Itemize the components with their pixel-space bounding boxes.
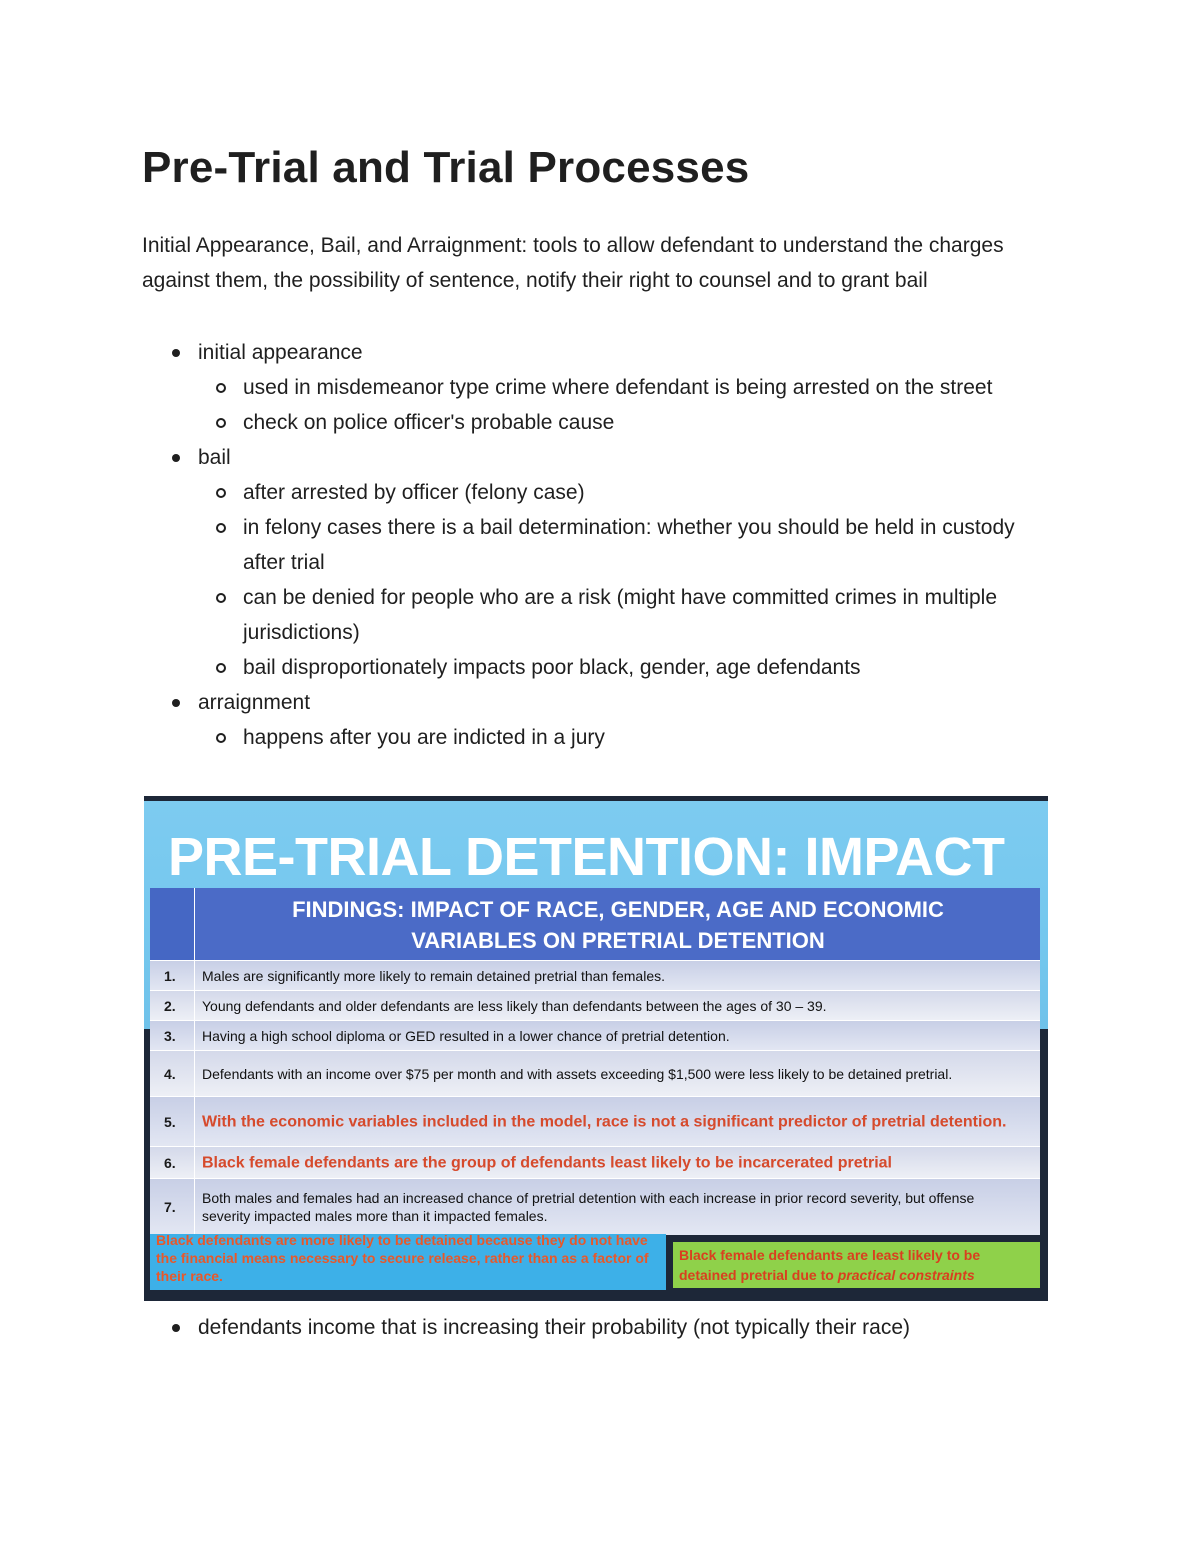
sub-list-item-text: can be denied for people who are a risk (might have committed crimes in multiple jurisdictions): [243, 586, 998, 644]
sub-list-item-text: check on police officer's probable cause: [243, 411, 615, 434]
list-item-label: defendants income that is increasing their probability (not typically their race): [198, 1316, 911, 1339]
list-item-label: arraignment: [198, 691, 311, 714]
row-number: 2.: [150, 991, 195, 1021]
sub-list-item: [142, 510, 1052, 580]
list-item-initial-appearance: [142, 335, 1052, 370]
slide-note-practical-constraints: [673, 1242, 1040, 1288]
table-row: [150, 1096, 1040, 1147]
table-header-line: VARIABLES ON PRETRIAL DETENTION: [411, 928, 825, 953]
bullet-icon: [172, 349, 180, 357]
row-text: Males are significantly more likely to remain detained pretrial than females.: [202, 968, 665, 984]
sub-list-item-text: in felony cases there is a bail determination: whether you should be held in custody after trial: [243, 516, 1015, 574]
bullet-icon: [172, 454, 180, 462]
hollow-bullet-icon: [216, 663, 226, 673]
page-title: Pre-Trial and Trial Processes: [142, 143, 750, 192]
topic-outline: [142, 335, 1052, 755]
hollow-bullet-icon: [216, 383, 226, 393]
table-row: [150, 1050, 1040, 1097]
table-row: [150, 990, 1040, 1021]
table-row: [150, 1020, 1040, 1051]
sub-list-item: [142, 650, 1052, 685]
slide-image: [144, 796, 1048, 1301]
findings-table: [150, 888, 1040, 1234]
note-text: Black defendants are more likely to be detained because they do not have the financial means necessary to secure release, rather than as a factor of their race.: [156, 1234, 649, 1284]
list-item-bail: [142, 440, 1052, 475]
sub-list-item: [142, 580, 1052, 650]
row-number: 1.: [150, 961, 195, 991]
note-emphasis: practical constraints: [837, 1267, 975, 1283]
row-number: 5.: [150, 1097, 195, 1147]
sub-list-item: [142, 405, 1052, 440]
hollow-bullet-icon: [216, 523, 226, 533]
hollow-bullet-icon: [216, 733, 226, 743]
note-text: Black female defendants are least likely to be detained pretrial due to: [679, 1247, 981, 1283]
row-number: 7.: [150, 1179, 195, 1235]
table-header-number-cell: [150, 888, 195, 960]
row-text: Defendants with an income over $75 per month and with assets exceeding $1,500 were less likely to be detained pretrial.: [202, 1066, 953, 1082]
slide-title: PRE-TRIAL DETENTION: IMPACT: [168, 827, 1005, 887]
sub-list-item: [142, 370, 1052, 405]
table-header: [150, 888, 1040, 960]
list-item-arraignment: [142, 685, 1052, 720]
hollow-bullet-icon: [216, 593, 226, 603]
row-text: Having a high school diploma or GED resulted in a lower chance of pretrial detention.: [202, 1028, 730, 1044]
row-text: Both males and females had an increased chance of pretrial detention with each increase in prior record severity, but offense severity impacted males more than it impacted females.: [202, 1190, 975, 1224]
sub-list-item-text: happens after you are indicted in a jury: [243, 726, 605, 749]
sub-list-item-text: after arrested by officer (felony case): [243, 481, 585, 504]
table-row: [150, 1178, 1040, 1235]
row-text: Young defendants and older defendants are less likely than defendants between the ages of 30 – 39.: [202, 998, 827, 1014]
table-row: [150, 960, 1040, 991]
bullet-icon: [172, 1324, 180, 1332]
hollow-bullet-icon: [216, 488, 226, 498]
sub-list-item-text: bail disproportionately impacts poor black, gender, age defendants: [243, 656, 861, 679]
list-item-label: bail: [198, 446, 231, 469]
row-number: 4.: [150, 1051, 195, 1097]
topic-outline-continued: [142, 1310, 1052, 1345]
slide-note-financial: [150, 1234, 666, 1290]
hollow-bullet-icon: [216, 418, 226, 428]
row-text: With the economic variables included in the model, race is not a significant predictor of pretrial detention.: [202, 1113, 1007, 1131]
sub-list-item: [142, 720, 1052, 755]
table-row: [150, 1146, 1040, 1179]
sub-list-item: [142, 475, 1052, 510]
intro-paragraph: Initial Appearance, Bail, and Arraignment: tools to allow defendant to understand the charges against them, the possibility of sentence, notify their right to counsel and to grant bail: [142, 234, 1004, 292]
bullet-icon: [172, 699, 180, 707]
row-text: Black female defendants are the group of defendants least likely to be incarcerated pretrial: [202, 1154, 892, 1172]
row-number: 3.: [150, 1021, 195, 1051]
table-header-line: FINDINGS: IMPACT OF RACE, GENDER, AGE AND ECONOMIC: [292, 897, 944, 922]
list-item-label: initial appearance: [198, 341, 363, 364]
sub-list-item-text: used in misdemeanor type crime where defendant is being arrested on the street: [243, 376, 993, 399]
table-header-title: [196, 894, 1040, 956]
list-item-income: [142, 1310, 1052, 1345]
row-number: 6.: [150, 1147, 195, 1179]
